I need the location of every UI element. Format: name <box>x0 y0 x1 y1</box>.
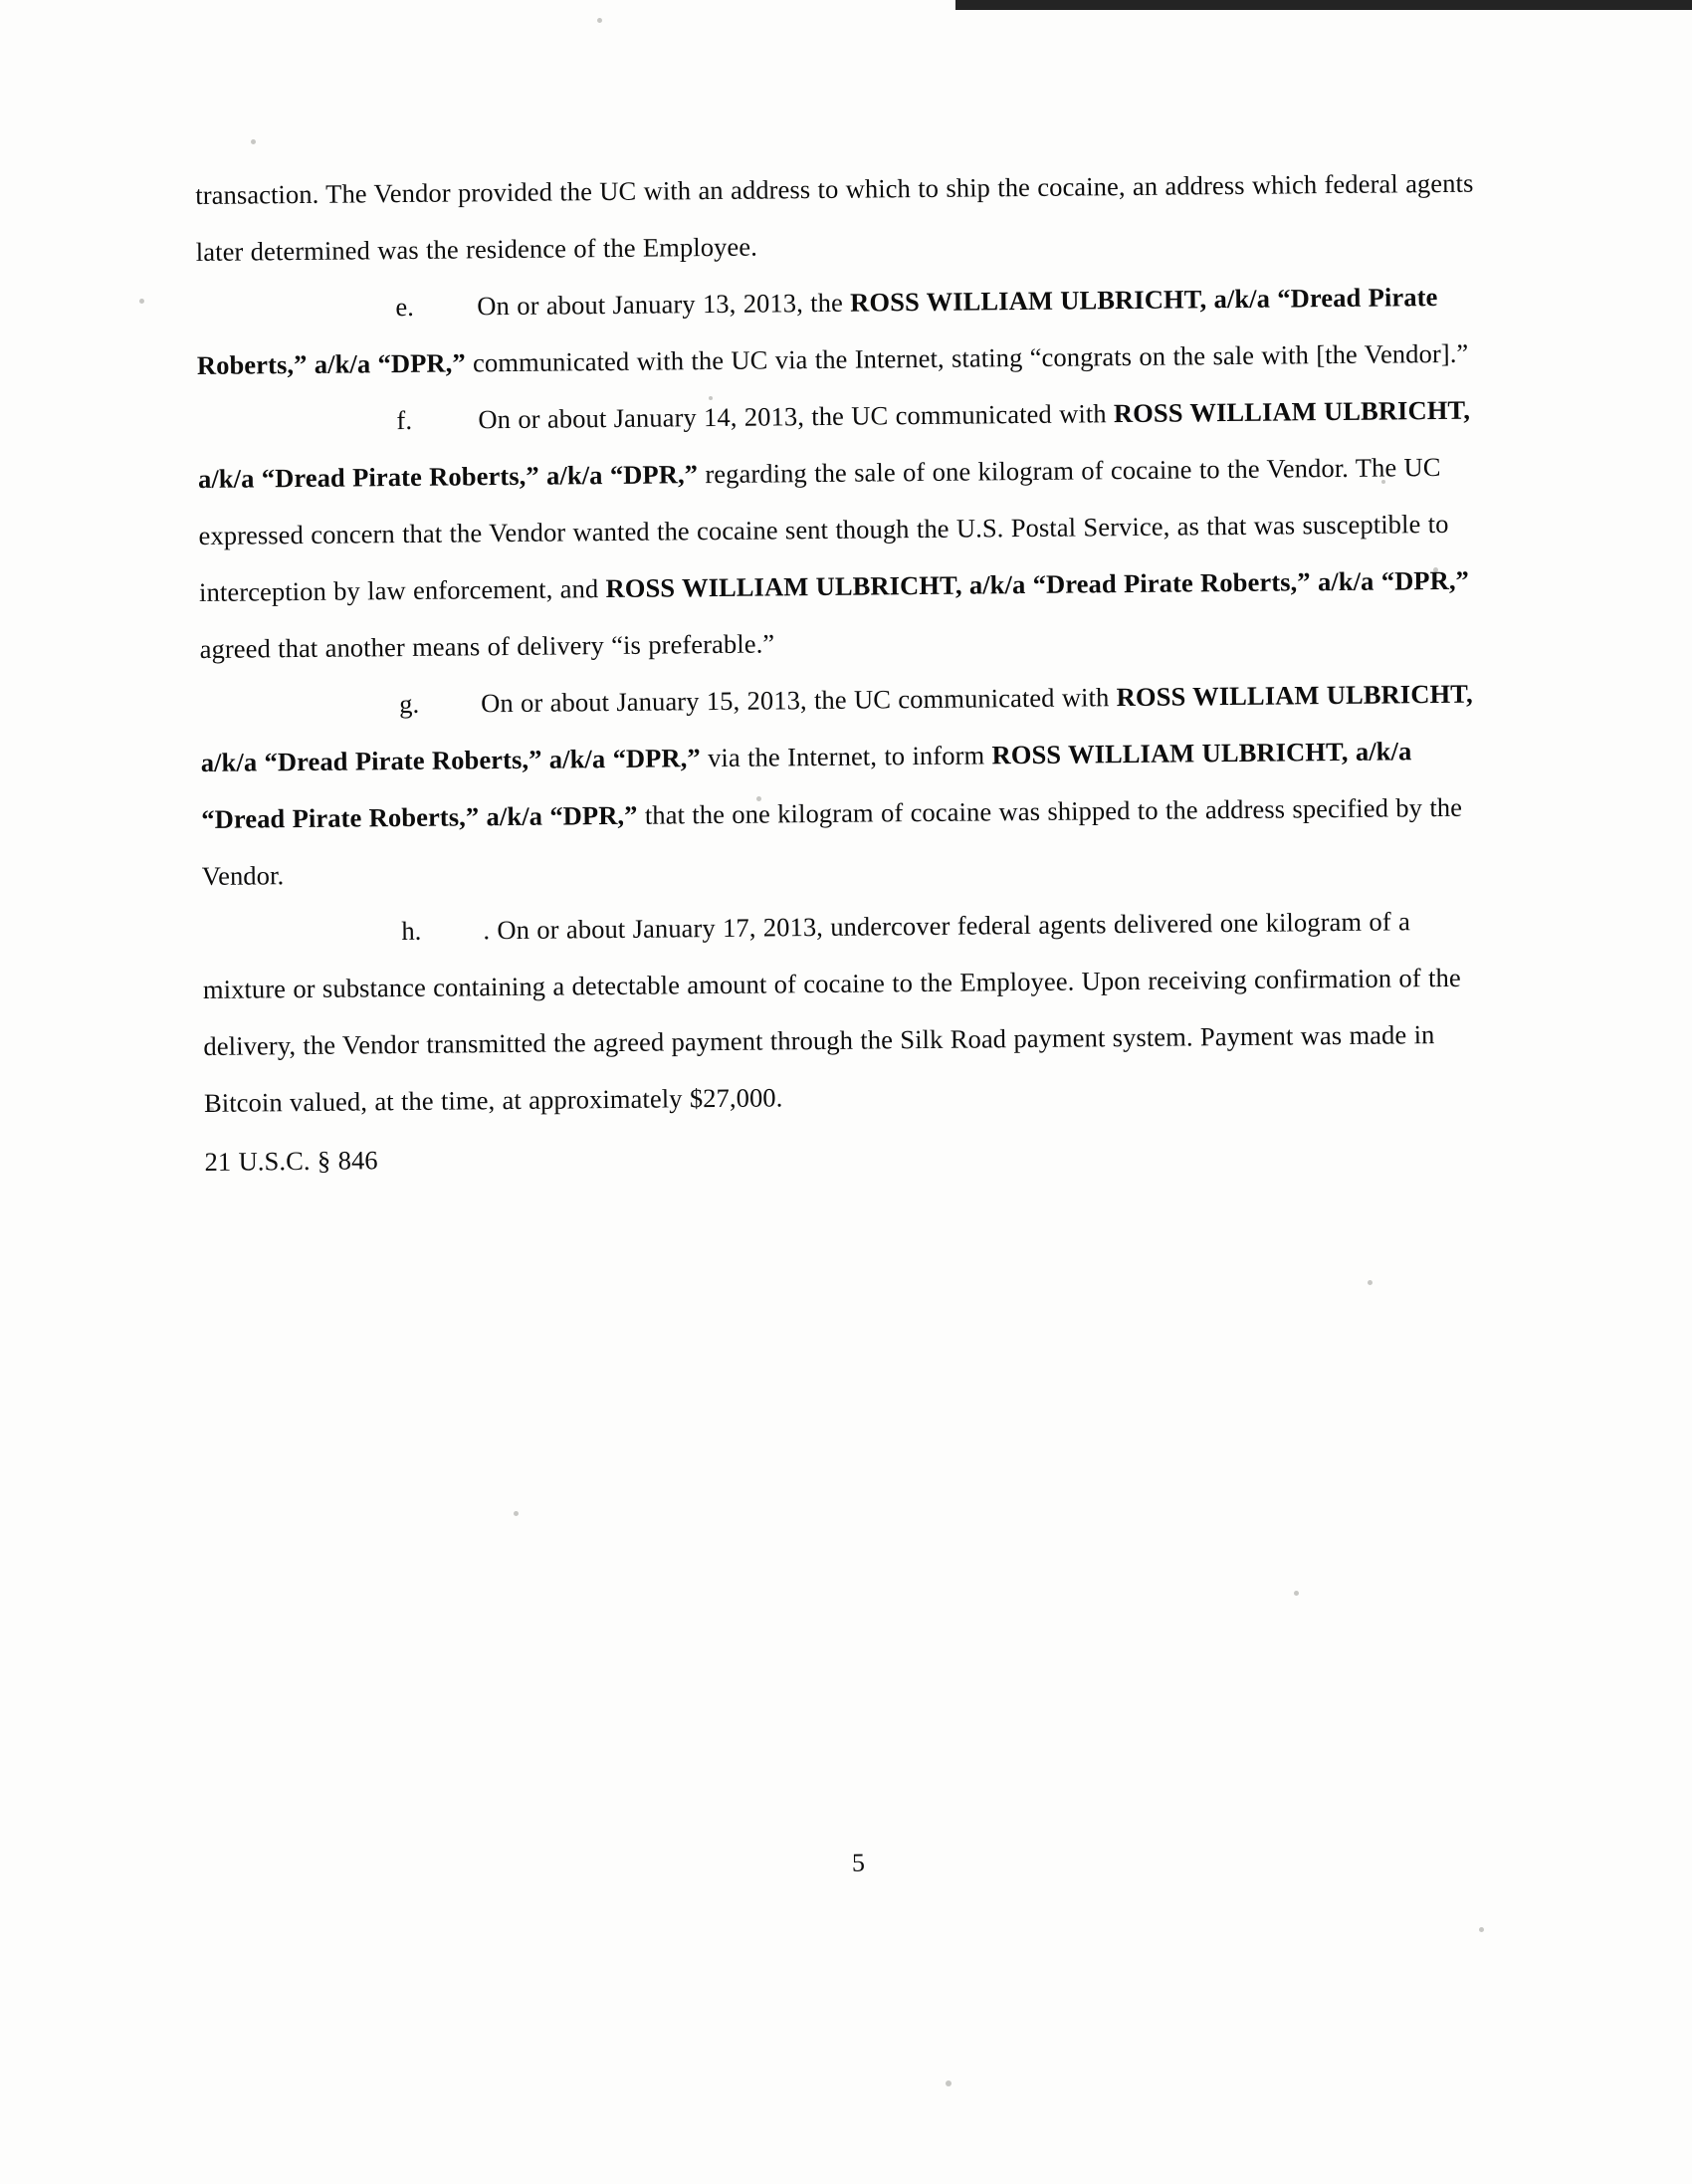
scan-speck <box>1294 1591 1299 1596</box>
paragraph-text: via the Internet, to inform <box>700 740 992 773</box>
paragraph-item-e <box>196 269 1491 394</box>
scan-speck <box>251 139 256 144</box>
scan-speck <box>946 2080 952 2086</box>
paragraph-text: On or about January 13, 2013, the <box>477 287 851 322</box>
paragraph-text: regarding the sale of one kilogram of cocaine to the Vendor. The UC expressed concern that the Vendor wanted the cocaine sent though the U.S. Postal Service, as that was susceptible to interception by law enforcement, and <box>198 452 1449 607</box>
paragraph-text: communicated with the UC via the Internet, stating “congrats on the sale with [the Vendor].” <box>465 337 1469 378</box>
paragraph-text: transaction. The Vendor provided the UC with an address to which to ship the cocaine, an address which federal agents later determined was the residence of the Employee. <box>195 167 1474 267</box>
page-number: 5 <box>851 1848 866 1877</box>
scan-speck <box>514 1511 519 1516</box>
paragraph-text: that the one kilogram of cocaine was shipped to the address specified by the Vendor. <box>201 791 1463 891</box>
document-body <box>195 155 1499 1877</box>
paragraph-item-g <box>200 665 1496 904</box>
paragraph-label: g. <box>399 688 420 720</box>
paragraph-text: . On or about January 17, 2013, undercover federal agents delivered one kilogram of a mixture or substance containing a detectable amount of cocaine to the Employee. Upon receiving confirmation of the delivery, the Vendor transmitted the agreed payment through the Silk Road payment system. Payment was made in Bitcoin valued, at the time, at approximately $27,000. <box>202 906 1461 1118</box>
defendant-name: ROSS WILLIAM ULBRICHT, a/k/a “Dread Pirate Roberts,” a/k/a “DPR,” <box>197 394 1471 494</box>
paragraph-continuation <box>195 155 1490 281</box>
paragraph-label: e. <box>395 291 415 323</box>
paragraph-indent <box>202 940 401 942</box>
scan-speck <box>597 18 602 23</box>
defendant-name: ROSS WILLIAM ULBRICHT, a/k/a “Dread Pirate Roberts,” a/k/a “DPR,” <box>201 736 1412 834</box>
statute-citation: 21 U.S.C. § 846 <box>204 1145 378 1177</box>
scan-edge-artifact <box>955 0 1692 10</box>
paragraph-indent <box>200 713 399 715</box>
paragraph-indent <box>196 316 395 318</box>
defendant-name: ROSS WILLIAM ULBRICHT, a/k/a “Dread Pirate Roberts,” a/k/a “DPR,” <box>200 678 1473 777</box>
paragraph-text: agreed that another means of delivery “is preferable.” <box>199 628 775 664</box>
paragraph-text: On or about January 14, 2013, the UC communicated with <box>478 398 1115 435</box>
paragraph-label: h. <box>401 915 422 947</box>
scan-speck <box>139 299 144 304</box>
defendant-name: ROSS WILLIAM ULBRICHT, a/k/a “Dread Pirate Roberts,” a/k/a “DPR,” <box>605 564 1470 604</box>
paragraph-label: f. <box>396 404 413 436</box>
paragraph-item-f <box>197 382 1494 678</box>
paragraph-text: On or about January 15, 2013, the UC communicated with <box>481 682 1117 719</box>
scan-speck <box>1479 1927 1484 1932</box>
scan-speck <box>1368 1280 1373 1285</box>
defendant-name: ROSS WILLIAM ULBRICHT, a/k/a “Dread Pirate Roberts,” a/k/a “DPR,” <box>196 282 1438 380</box>
paragraph-indent <box>198 429 397 431</box>
paragraph-item-h <box>202 892 1498 1131</box>
